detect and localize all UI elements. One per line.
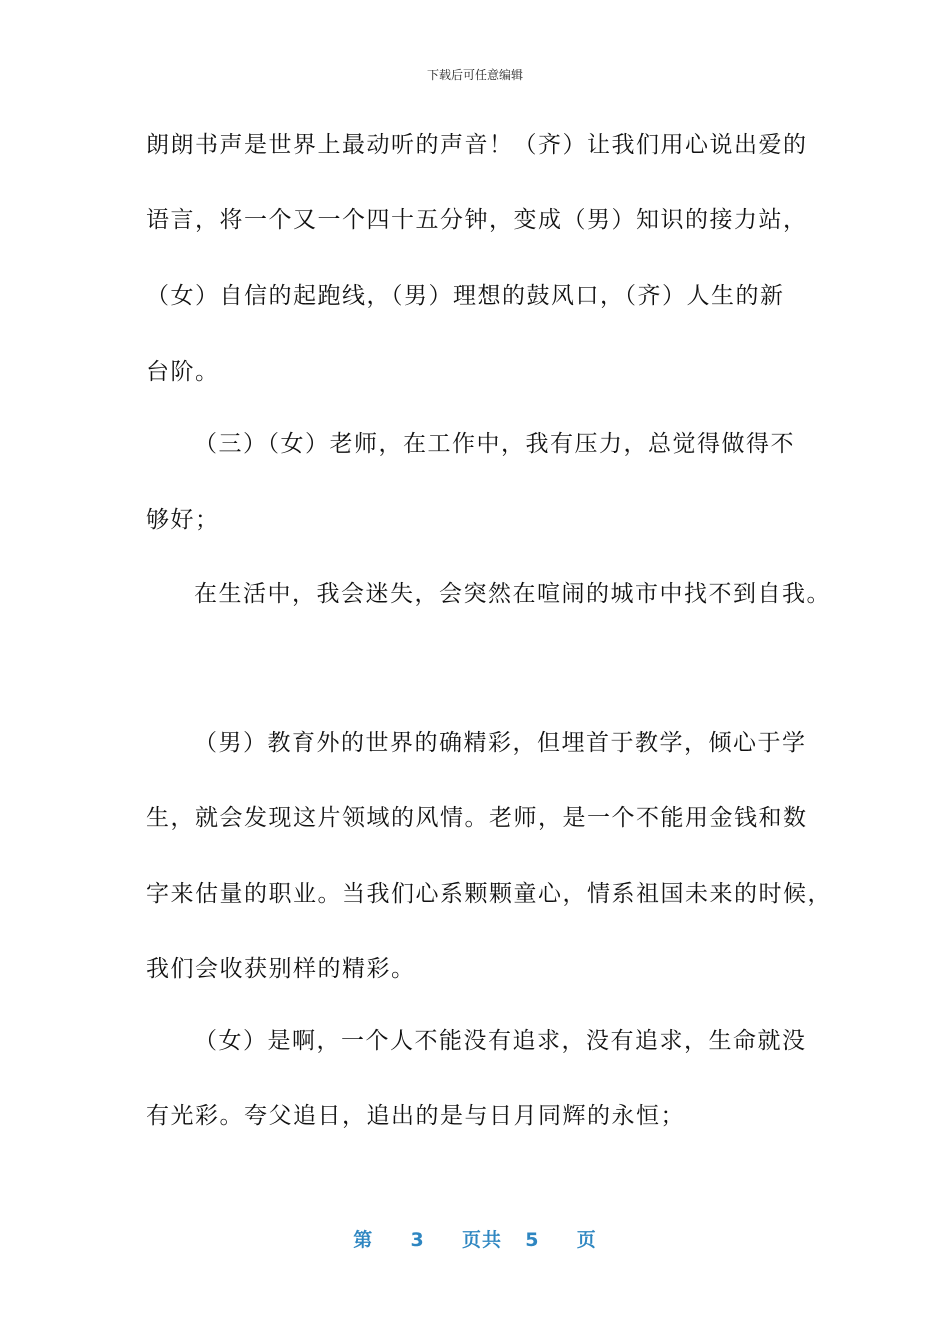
page-footer (0, 1225, 950, 1252)
header-note: 下载后可任意编辑 (426, 68, 523, 82)
text-line-2: 语言，将一个又一个四十五分钟，变成（男）知识的接力站， (146, 207, 808, 233)
text-line-4: 台阶。 (146, 359, 220, 385)
text-line-5: （三）（女）老师，在工作中，我有压力，总觉得做得不 (194, 431, 795, 457)
page-number: 3 (410, 1229, 425, 1251)
text-line-13: 有光彩。夸父追日，追出的是与日月同辉的永恒； (146, 1103, 685, 1129)
text-line-10: 字来估量的职业。当我们心系颗颗童心，情系祖国未来的时候， (146, 881, 832, 907)
text-line-8: （男）教育外的世界的确精彩，但埋首于教学，倾心于学 (194, 730, 807, 756)
text-line-6: 够好； (146, 507, 220, 533)
text-line-3: （女）自信的起跑线，（男）理想的鼓风口，（齐）人生的新 (146, 283, 785, 309)
text-line-11: 我们会收获别样的精彩。 (146, 956, 416, 982)
page-mid-label: 页共 (461, 1229, 502, 1251)
text-line-12: （女）是啊，一个人不能没有追求，没有追求，生命就没 (194, 1028, 807, 1054)
page-label: 第 (353, 1229, 374, 1251)
total-pages: 5 (525, 1229, 540, 1251)
text-line-1: 朗朗书声是世界上最动听的声音！（齐）让我们用心说出爱的 (146, 132, 808, 158)
page-end-label: 页 (576, 1229, 597, 1251)
text-line-7: 在生活中，我会迷失，会突然在喧闹的城市中找不到自我。 (194, 581, 831, 607)
text-line-9: 生，就会发现这片领域的风情。老师，是一个不能用金钱和数 (146, 805, 808, 831)
